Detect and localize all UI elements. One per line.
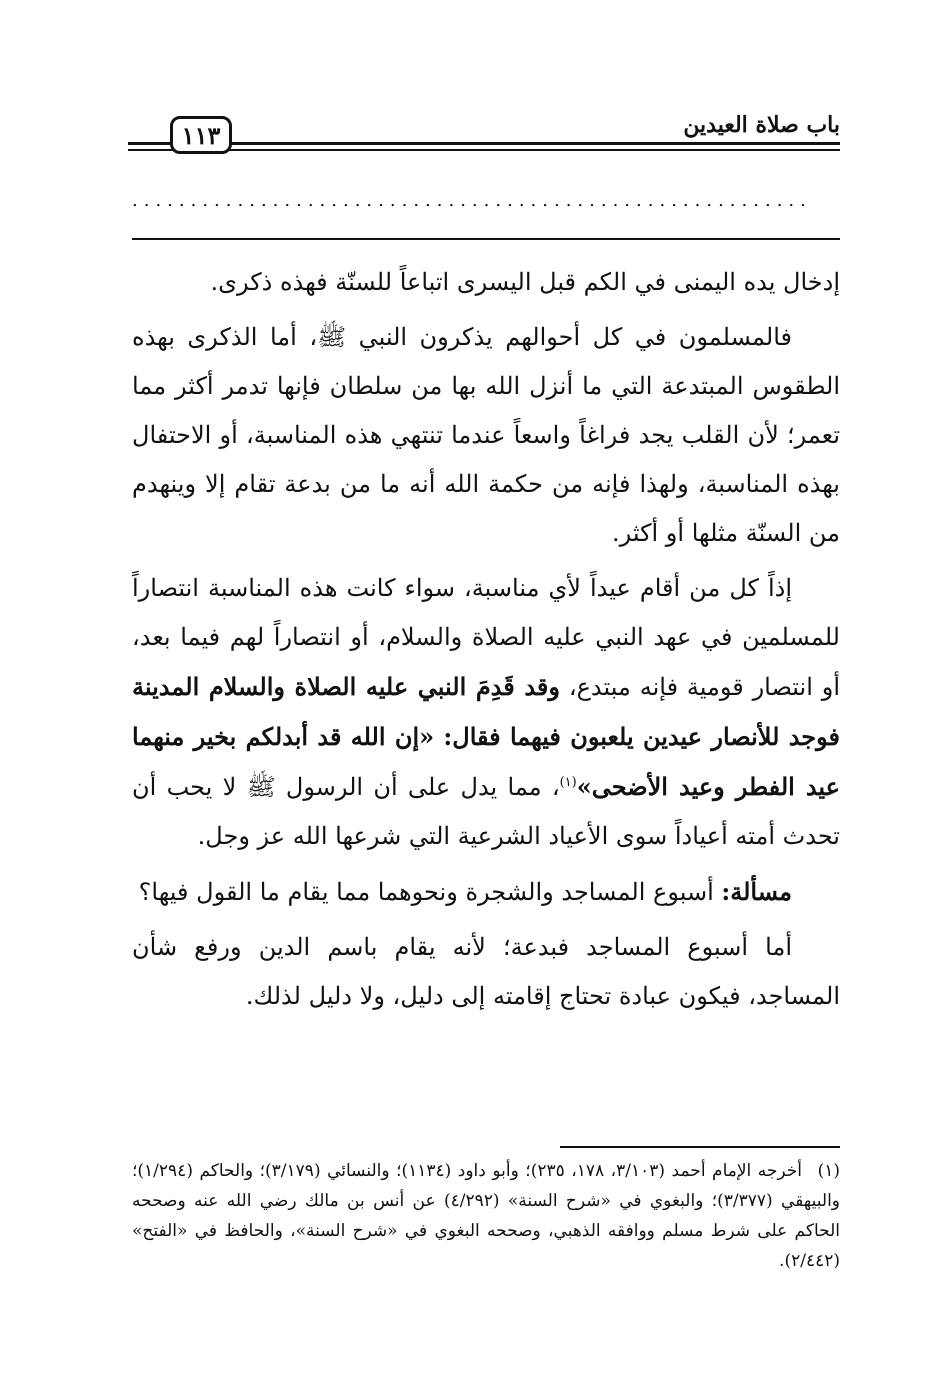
page-header <box>128 100 840 160</box>
dotted-line: .......................................................... <box>132 190 812 210</box>
footnote-reference: (١) <box>559 775 577 790</box>
question-paragraph <box>132 867 840 917</box>
hadith-quote: وقد قَدِمَ النبي عليه الصلاة والسلام المدينة فوجد للأنصار عيدين يلعبون فيهما فقال: «إن الله قد أبدلكم بخير منهما عيد الفطر وعيد الأضحى» <box>132 672 840 801</box>
paragraph-2: فالمسلمون في كل أحوالهم يذكرون النبي ﷺ، أما الذكرى بهذه الطقوس المبتدعة التي ما أنزل الله بها من سلطان فإنها تدمر أكثر مما تعمر؛ لأن القلب يجد فراغاً واسعاً عندما تنتهي هذه المناسبة، أو الاحتفال بهذه المناسبة، ولهذا فإنه من حكمة الله أنه ما من بدعة تقام إلا وينهدم من السنّة مثلها أو أكثر. <box>132 323 840 547</box>
paragraph-3 <box>132 564 840 861</box>
footnote-separator <box>560 1146 840 1148</box>
top-separator <box>132 238 840 240</box>
page-number: ١١٣ <box>170 116 232 154</box>
paragraph-3-text: إذاً كل من أقام عيداً لأي مناسبة، سواء كانت هذه المناسبة انتصاراً للمسلمين في عهد النبي عليه الصلاة والسلام، أو انتصاراً لهم فيما بعد، أو انتصار قومية فإنه مبتدع، <box>132 574 841 701</box>
answer-paragraph: أما أسبوع المساجد فبدعة؛ لأنه يقام باسم الدين ورفع شأن المساجد، فيكون عبادة تحتاج إقامته إلى دليل، ولا دليل لذلك. <box>132 933 840 1010</box>
footnotes <box>132 1156 840 1276</box>
header-rule-thick <box>128 142 840 145</box>
footnote-1 <box>132 1156 840 1276</box>
paragraph-3-conclusion: ، مما يدل على أن الرسول ﷺ لا يحب أن تحدث أمته أعياداً سوى الأعياد الشرعية التي شرعها الله عز وجل. <box>132 773 840 850</box>
footnote-text: أخرجه الإمام أحمد (٣/١٠٣، ١٧٨، ٢٣٥)؛ وأبو داود (١١٣٤)؛ والنسائي (٣/١٧٩)؛ والحاكم (١/٢٩٤)؛ والبيهقي (٣/٣٧٧)؛ والبغوي في «شرح السنة» (٤/٢٩٢) عن أنس بن مالك رضي الله عنه وصححه الحاكم على شرط مسلم ووافقه الذهبي، وصححه البغوي في «شرح السنة»، والحافظ في «الفتح» (٢/٤٤٢). <box>132 1161 840 1271</box>
main-text <box>132 258 840 1027</box>
running-title: باب صلاة العيدين <box>683 112 840 138</box>
header-rule-thin <box>128 149 840 151</box>
footnote-number: (١) <box>817 1161 841 1181</box>
paragraph-1: إدخال يده اليمنى في الكم قبل اليسرى اتباعاً للسنّة فهذه ذكرى. <box>210 268 840 296</box>
question-label: مسألة: <box>721 877 792 906</box>
question-text: أسبوع المساجد والشجرة ونحوهما مما يقام ما القول فيها؟ <box>138 878 714 906</box>
